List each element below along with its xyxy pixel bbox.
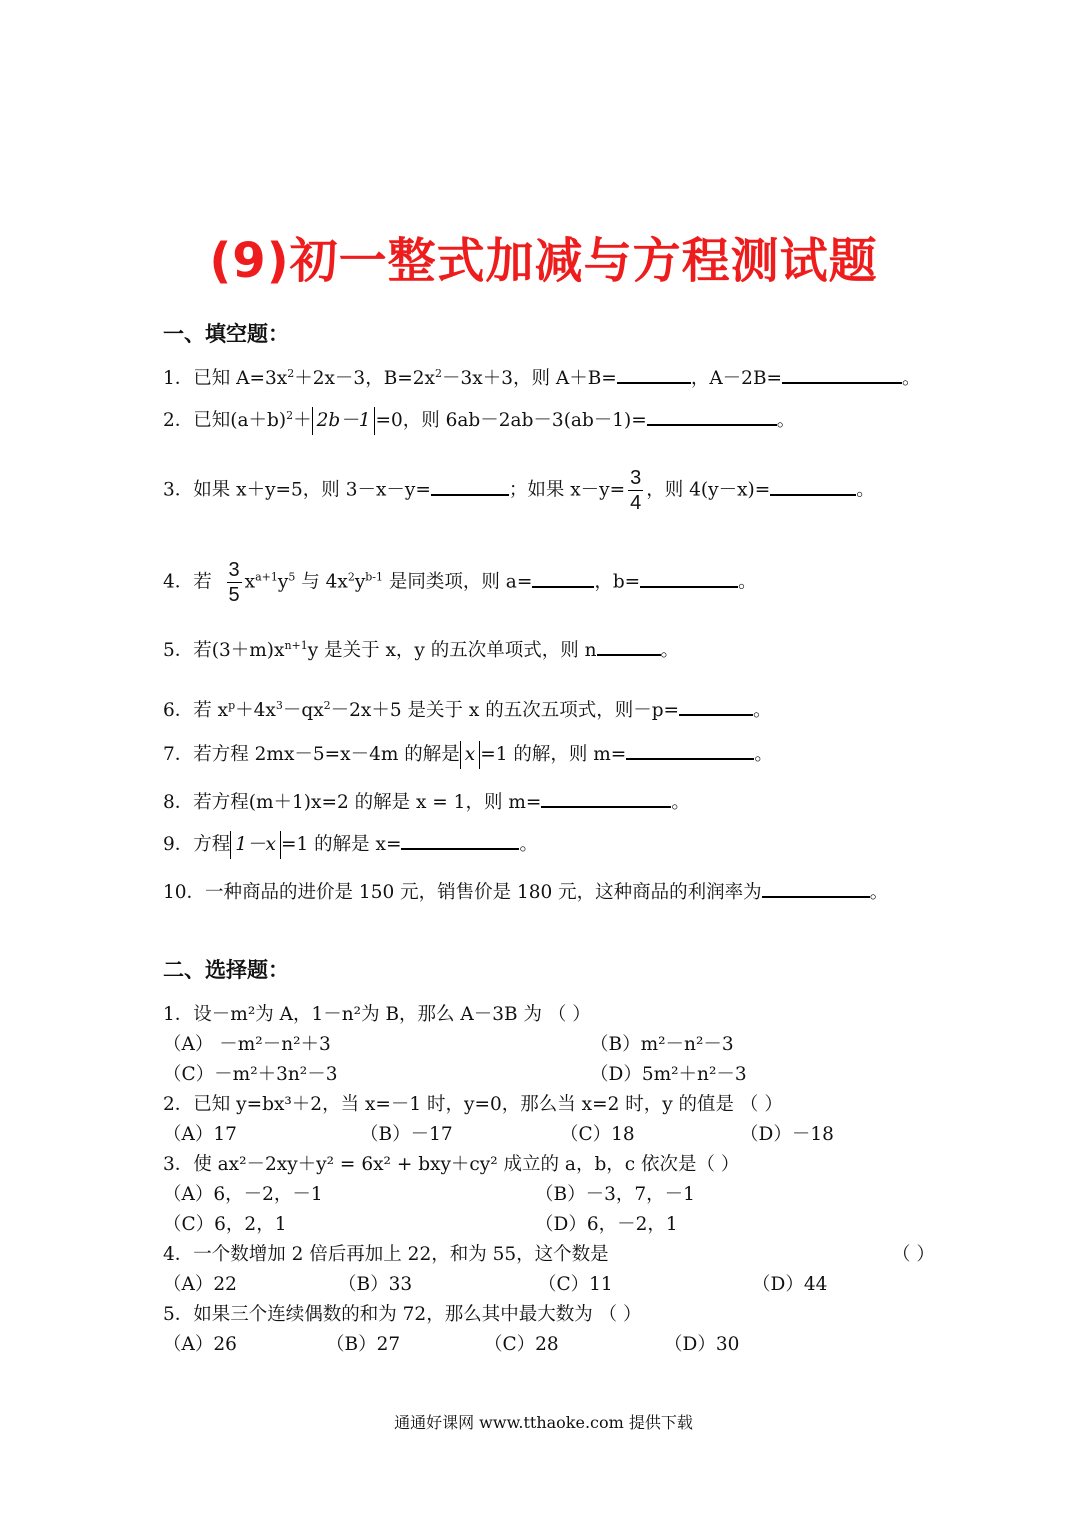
choice-3-option-c: （C）6，2，1 <box>163 1214 287 1235</box>
section-multiple-choice-heading: 二、选择题： <box>163 958 289 982</box>
answer-blank <box>679 696 753 716</box>
question-4: 4．若 $\frac{3}{5}$ $x^{a+1}y^5$ 与 $4x^2y^{b-1}$ 是同类项，则 a= ，b= 。 <box>163 559 757 606</box>
answer-blank <box>770 476 856 496</box>
choice-5-option-d: （D）30 <box>664 1334 740 1355</box>
page-title: (9)初一整式加减与方程测试题 <box>209 233 878 289</box>
choice-4-option-b: （B）33 <box>338 1274 413 1295</box>
choice-5-option-c: （C）28 <box>484 1334 559 1355</box>
question-6: 6．若 $x^p+4x^3-qx^2-2x+5$ 是关于 x 的五次五项式，则－p= 。 <box>163 696 772 722</box>
choice-3-option-b: （B）－3，7，－1 <box>535 1184 695 1205</box>
answer-blank <box>782 364 902 384</box>
choice-1-option-a: （A） －m²－n²＋3 <box>163 1034 331 1055</box>
fraction: $\frac{3}{5}$ <box>228 559 240 606</box>
absolute-value-expression: 1－x <box>230 831 281 859</box>
question-3: 3．如果 x＋y=5，则 3－x－y= ；如果 x－y= $\frac{3}{4}$ ，则 4(y－x)= 。 <box>163 467 875 514</box>
choice-2-option-d: （D）－18 <box>740 1124 834 1145</box>
choice-question-4: 4．一个数增加 2 倍后再加上 22，和为 55，这个数是 <box>163 1244 609 1265</box>
choice-question-1: 1．设－m²为 A，1－n²为 B，那么 A－3B 为 （ ） <box>163 1004 591 1025</box>
question-9: 9．方程 1－x =1 的解是 x= 。 <box>163 830 538 859</box>
question-5: 5．若$(3+m)x^{n+1}y$ 是关于 x，y 的五次单项式，则 n 。 <box>163 636 679 662</box>
page-footer: 通通好课网 www.tthaoke.com 提供下载 <box>394 1413 693 1432</box>
answer-blank <box>541 788 671 808</box>
choice-question-3: 3．使 ax²－2xy＋y² = 6x² + bxy＋cy² 成立的 a，b，c 依次是（ ） <box>163 1154 740 1175</box>
choice-question-5: 5．如果三个连续偶数的和为 72，那么其中最大数为 （ ） <box>163 1304 642 1325</box>
choice-4-answer-paren: （ ） <box>892 1244 935 1265</box>
answer-blank <box>626 740 754 760</box>
choice-4-option-d: （D）44 <box>752 1274 828 1295</box>
question-8: 8．若方程(m＋1)x=2 的解是 x = 1，则 m= 。 <box>163 788 690 814</box>
choice-2-option-b: （B）－17 <box>360 1124 453 1145</box>
choice-4-option-c: （C）11 <box>538 1274 613 1295</box>
answer-blank <box>401 830 519 850</box>
answer-blank <box>431 476 509 496</box>
choice-question-2: 2．已知 y=bx³＋2，当 x=－1 时，y=0，那么当 x=2 时，y 的值是 （ ） <box>163 1094 783 1115</box>
answer-blank <box>640 568 738 588</box>
choice-2-option-c: （C）18 <box>560 1124 635 1145</box>
question-10: 10．一种商品的进价是 150 元，销售价是 180 元，这种商品的利润率为 。 <box>163 878 888 904</box>
answer-blank <box>532 568 594 588</box>
question-1: 1．已知 $A=3x^2+2x-3$，$B=2x^2-3x+3$，则 A＋B= ，A－2B= 。 <box>163 364 921 390</box>
choice-5-option-b: （B）27 <box>326 1334 401 1355</box>
absolute-value-expression: 2b－1 <box>312 407 376 435</box>
question-2: 2．已知$(a+b)^2+ 2b-1 =0$，则 6ab－2ab－3(ab－1)= 。 <box>163 406 795 435</box>
answer-blank <box>762 878 870 898</box>
question-7: 7．若方程 2mx－5=x－4m 的解是 x =1 的解，则 m= 。 <box>163 740 773 769</box>
choice-2-option-a: （A）17 <box>163 1124 237 1145</box>
answer-blank <box>647 406 777 426</box>
choice-4-option-a: （A）22 <box>163 1274 237 1295</box>
choice-1-option-c: （C）－m²＋3n²－3 <box>163 1064 338 1085</box>
absolute-value-expression: x <box>460 741 480 769</box>
answer-blank <box>617 364 691 384</box>
answer-blank <box>597 636 661 656</box>
choice-3-option-a: （A）6，－2，－1 <box>163 1184 323 1205</box>
choice-1-option-b: （B）m²－n²－3 <box>590 1034 734 1055</box>
fraction: $\frac{3}{4}$ <box>630 467 642 514</box>
choice-1-option-d: （D）5m²＋n²－3 <box>590 1064 747 1085</box>
choice-3-option-d: （D）6，－2，1 <box>535 1214 678 1235</box>
choice-5-option-a: （A）26 <box>163 1334 237 1355</box>
section-fill-in-heading: 一、填空题： <box>163 322 289 346</box>
